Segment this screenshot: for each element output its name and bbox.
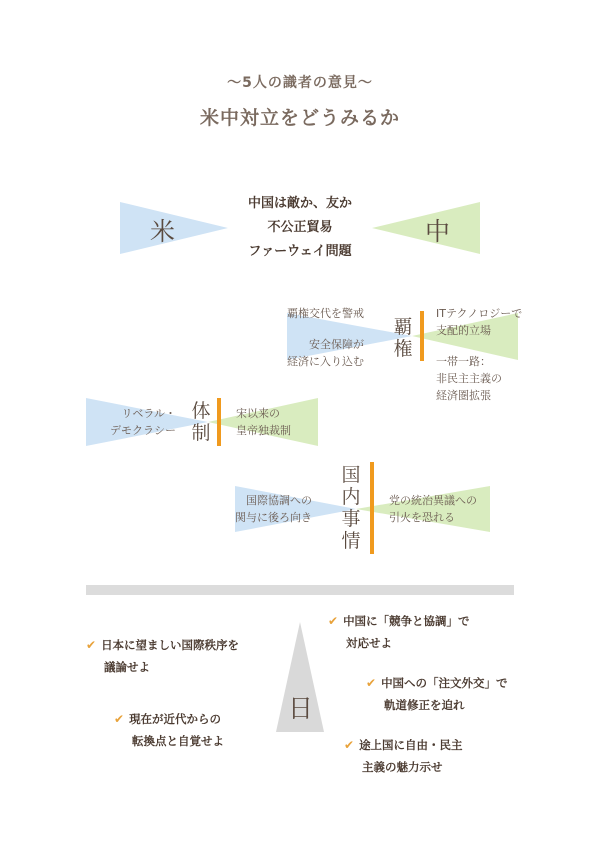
item-line: 転換点と自覚せよ [132, 734, 224, 748]
top-issues [220, 192, 380, 264]
check-icon: ✔ [114, 712, 125, 726]
domestic-heading [338, 464, 364, 552]
system-heading [188, 400, 214, 444]
hegemony-us-view [287, 305, 364, 370]
heading-char: 権 [393, 338, 413, 360]
hegemony-bar [420, 311, 424, 361]
view-line: 宋以来の [236, 407, 280, 420]
heading-char: 制 [191, 422, 211, 444]
china-label: 中 [425, 217, 451, 246]
check-icon: ✔ [366, 676, 377, 690]
view-line: 安全保障が [309, 338, 364, 351]
list-item [86, 634, 239, 678]
view-line: 引火を恐れる [389, 511, 455, 524]
check-icon: ✔ [86, 638, 97, 652]
item-line: 議論せよ [104, 660, 150, 674]
item-line: 日本に望ましい国際秩序を [101, 638, 240, 652]
heading-char: 内 [341, 486, 361, 508]
heading-char: 事 [341, 508, 361, 530]
view-line: 党の統治異議への [389, 494, 477, 507]
domestic-bar [370, 462, 374, 554]
item-line: 中国への「注文外交」で [381, 676, 508, 690]
issue-line: ファーウェイ問題 [248, 244, 352, 259]
item-line: 対応せよ [346, 636, 392, 650]
item-line: 中国に「競争と協調」で [343, 614, 470, 628]
item-line: 現在が近代からの [129, 712, 222, 726]
system-china-view [236, 405, 291, 439]
item-line: 軌道修正を迫れ [384, 698, 465, 712]
list-item [344, 734, 463, 778]
view-line: 国際協調への [246, 494, 312, 507]
us-label: 米 [150, 217, 176, 246]
domestic-china-view [389, 492, 477, 526]
page-title: 米中対立をどうみるか [199, 107, 400, 129]
domestic-us-view [235, 492, 312, 526]
view-line: 支配的立場 [436, 324, 491, 337]
hegemony-heading [390, 316, 416, 360]
subtitle: 〜5人の識者の意見〜 [227, 75, 373, 91]
japan-label: 日 [288, 694, 314, 723]
view-line: デモクラシー [110, 424, 176, 437]
hegemony-china-view [436, 305, 522, 404]
view-line: 経済圏拡張 [436, 389, 491, 402]
view-line: 一帯一路： [436, 355, 491, 368]
view-line: 覇権交代を警戒 [287, 307, 364, 320]
section-divider [86, 585, 514, 595]
list-item [366, 672, 508, 716]
system-bar [217, 398, 221, 446]
check-icon: ✔ [328, 614, 339, 628]
heading-char: 体 [191, 400, 211, 422]
view-line: 経済に入り込む [287, 355, 364, 368]
list-item [114, 708, 224, 752]
view-line: 非民主主義の [436, 372, 502, 385]
view-line: ITテクノロジーで [436, 307, 523, 320]
list-item [328, 610, 470, 654]
issue-line: 不公正貿易 [267, 220, 333, 235]
heading-char: 国 [341, 464, 361, 486]
item-line: 途上国に自由・民主 [359, 738, 463, 752]
view-line: 皇帝独裁制 [236, 424, 291, 437]
issue-line: 中国は敵か、友か [247, 196, 352, 211]
view-line: 関与に後ろ向き [235, 511, 312, 524]
system-us-view [110, 405, 176, 439]
item-line: 主義の魅力示せ [362, 760, 443, 774]
view-line: リベラル・ [121, 407, 176, 420]
heading-char: 情 [341, 530, 361, 552]
heading-char: 覇 [393, 316, 413, 338]
check-icon: ✔ [344, 738, 355, 752]
